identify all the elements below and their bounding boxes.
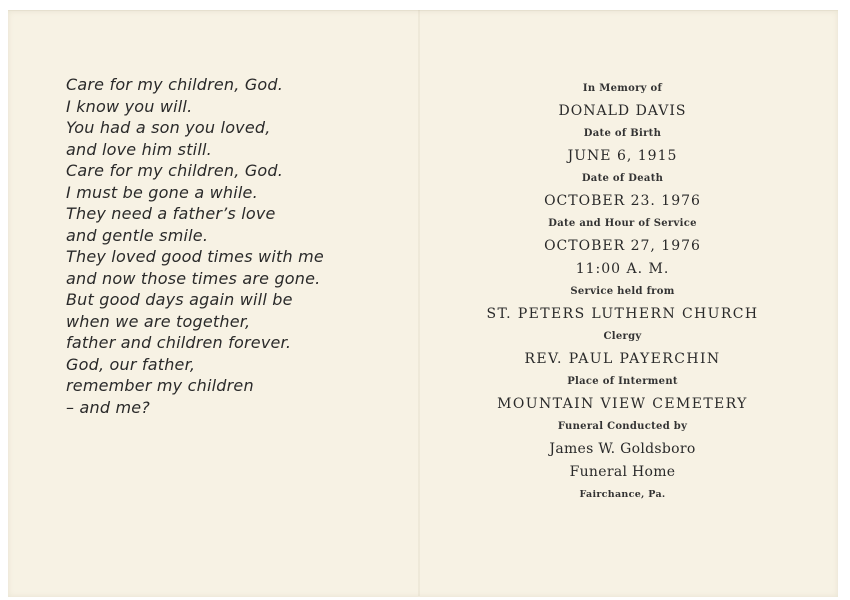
poem-line: I must be gone a while. (66, 182, 258, 202)
poem-line: and gentle smile. (66, 225, 209, 245)
in-memory-label: In Memory of (582, 83, 663, 94)
poem-page (66, 74, 324, 418)
funeral-home: Funeral Home (569, 464, 676, 480)
poem-line: and love him still. (66, 139, 212, 159)
poem-line: I know you will. (66, 96, 193, 116)
clergy-name: REV. PAUL PAYERCHIN (524, 351, 721, 367)
conducted-by-label: Funeral Conducted by (557, 421, 688, 432)
service-datetime-label: Date and Hour of Service (548, 218, 697, 229)
funeral-home-location: Fairchance, Pa. (579, 489, 666, 500)
birth-date-label: Date of Birth (583, 128, 662, 139)
service-place-label: Service held from (570, 286, 675, 297)
poem-line: Care for my children, God. (66, 161, 284, 180)
interment-label: Place of Interment (567, 376, 678, 387)
poem-line: But good days again will be (66, 290, 293, 309)
service-date: OCTOBER 27, 1976 (544, 238, 701, 254)
poem-line: Care for my children, God. (66, 75, 284, 94)
cemetery-name: MOUNTAIN VIEW CEMETERY (497, 396, 748, 412)
poem-line: remember my children (66, 376, 254, 395)
poem-line: and now those times are gone. (66, 268, 321, 288)
deceased-name: DONALD DAVIS (558, 103, 687, 119)
poem-line: They need a father’s love (66, 204, 276, 223)
death-date-label: Date of Death (581, 173, 664, 184)
memorial-details-page (470, 78, 775, 506)
poem-line: when we are together, (66, 311, 251, 331)
church-name: ST. PETERS LUTHERN CHURCH (486, 306, 759, 322)
service-time: 11:00 A. M. (575, 261, 670, 277)
poem-line: God, our father, (66, 354, 196, 374)
birth-date: JUNE 6, 1915 (567, 148, 678, 164)
poem-line: You had a son you loved, (66, 118, 271, 137)
poem-line: – and me? (66, 397, 150, 417)
death-date: OCTOBER 23. 1976 (544, 193, 701, 209)
poem-line: father and children forever. (66, 333, 292, 352)
clergy-label: Clergy (603, 331, 642, 342)
poem-line: They loved good times with me (66, 247, 324, 266)
card-fold-line (418, 10, 420, 596)
funeral-director: James W. Goldsboro (549, 441, 696, 457)
